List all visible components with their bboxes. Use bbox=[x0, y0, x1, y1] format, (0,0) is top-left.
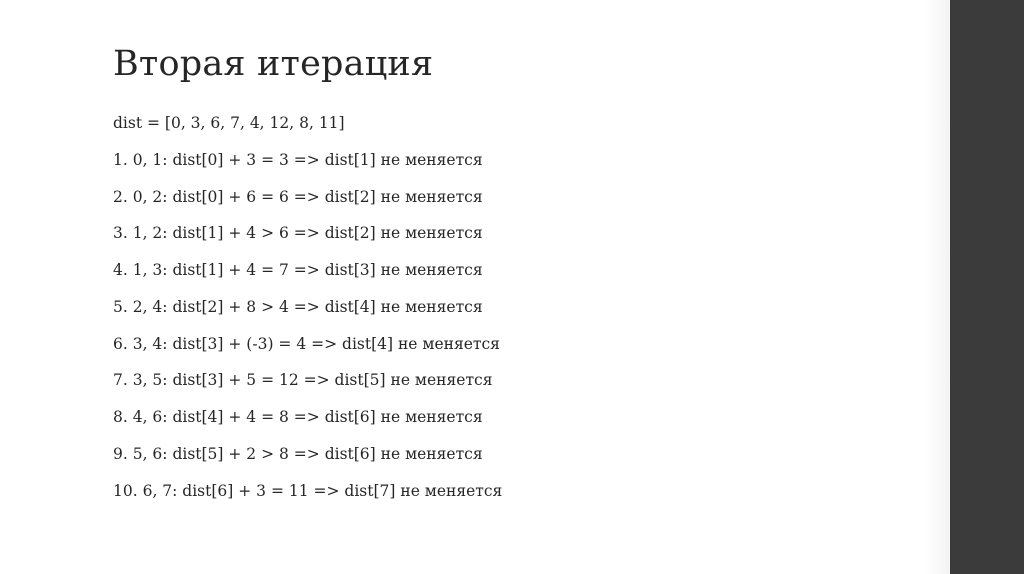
iteration-steps bbox=[113, 113, 502, 517]
dist-array-line: dist = [0, 3, 6, 7, 4, 12, 8, 11] bbox=[113, 114, 345, 132]
slide-title: Вторая итерация bbox=[113, 44, 434, 84]
step-line-9: 9. 5, 6: dist[5] + 2 > 8 => dist[6] не меняется bbox=[113, 444, 483, 463]
step-line-8: 8. 4, 6: dist[4] + 4 = 8 => dist[6] не меняется bbox=[113, 408, 483, 426]
step-line-6: 6. 3, 4: dist[3] + (-3) = 4 => dist[4] не меняется bbox=[113, 334, 500, 353]
step-line-7: 7. 3, 5: dist[3] + 5 = 12 => dist[5] не меняется bbox=[113, 371, 493, 390]
step-line-2: 2. 0, 2: dist[0] + 6 = 6 => dist[2] не меняется bbox=[113, 187, 483, 206]
step-line-3: 3. 1, 2: dist[1] + 4 > 6 => dist[2] не меняется bbox=[113, 224, 483, 243]
side-dark-bar bbox=[950, 0, 1024, 574]
step-line-5: 5. 2, 4: dist[2] + 8 > 4 => dist[4] не меняется bbox=[113, 297, 483, 316]
step-line-4: 4. 1, 3: dist[1] + 4 = 7 => dist[3] не меняется bbox=[113, 261, 483, 279]
step-line-10: 10. 6, 7: dist[6] + 3 = 11 => dist[7] не меняется bbox=[113, 481, 503, 500]
side-gradient-bar bbox=[924, 0, 950, 574]
step-line-1: 1. 0, 1: dist[0] + 3 = 3 => dist[1] не меняется bbox=[113, 150, 483, 169]
